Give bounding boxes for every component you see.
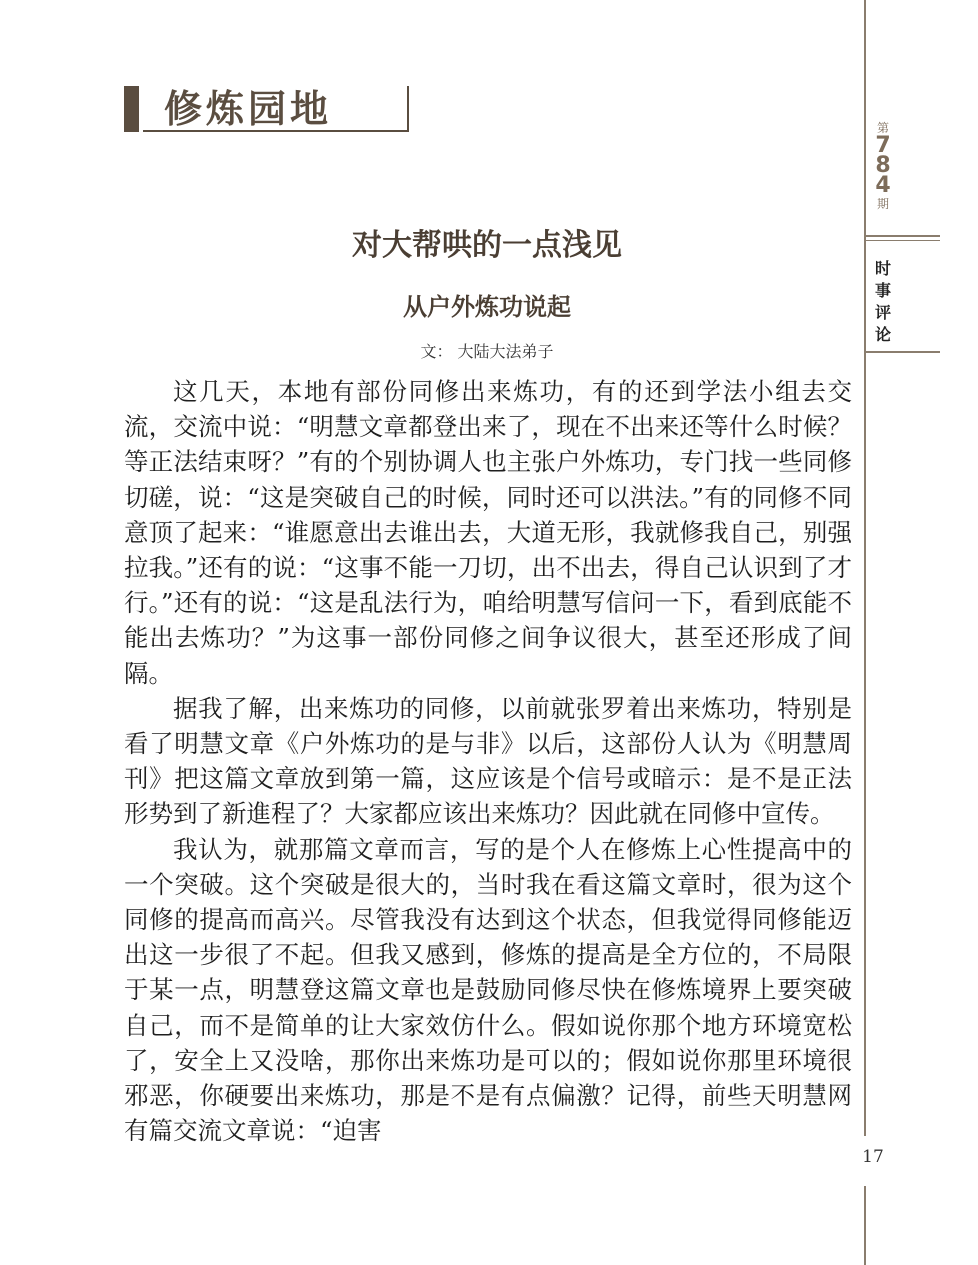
column-header — [124, 86, 408, 132]
column-header-bar — [124, 86, 139, 132]
section-char: 事 — [874, 281, 891, 300]
sidebar-divider — [866, 240, 940, 241]
paragraph: 这几天，本地有部份同修出来炼功，有的还到学法小组去交流，交流中说：“明慧文章都登出来了，现在不出来还等什么时候？等正法结束呀？”有的个别协调人也主张户外炼功，专门找一些同修切磋，说：“这是突破自己的时候，同时还可以洪法。”有的同修不同意顶了起来：“谁愿意出去谁出去，大道无形，我就修我自己，别强拉我。”还有的说：“这事不能一刀切，出不出去，得自己认识到了才行。”还有的说：“这是乱法行为，咱给明慧写信问一下，看到底能不能出去炼功？”为这事一部份同修之间争议很大，甚至还形成了间隔。 — [124, 377, 852, 688]
paragraph: 据我了解，出来炼功的同修，以前就张罗着出来炼功，特别是看了明慧文章《户外炼功的是与非》以后，这部份人认为《明慧周刊》把这篇文章放到第一篇，这应该是个信号或暗示：是不是正法形势到了新進程了？大家都应该出来炼功？因此就在同修中宣传。 — [124, 693, 852, 829]
issue-digit: 8 — [875, 153, 891, 178]
section-char: 时 — [874, 259, 891, 278]
issue-suffix: 期 — [876, 197, 889, 211]
section-tag — [866, 258, 900, 346]
paragraph: 我认为，就那篇文章而言，写的是个人在修炼上心性提高中的一个突破。这个突破是很大的，当时我在看这篇文章时，很为这个同修的提高而高兴。尽管我没有达到这个状态，但我觉得同修能迈出这一步很了不起。但我又感到，修炼的提高是全方位的，不局限于某一点，明慧登这篇文章也是鼓励同修尽快在修炼境界上要突破自己，而不是简单的让大家效仿什么。假如说你那个地方环境宽松了，安全上又没啥，那你出来炼功是可以的；假如说你那里环境很邪恶，你硬要出来炼功，那是不是有点偏激？记得，前些天明慧网有篇交流文章说：“迫害 — [124, 834, 852, 1146]
issue-digit: 4 — [875, 173, 891, 198]
article-subtitle: 从户外炼功说起 — [403, 293, 571, 321]
article-title: 对大帮哄的一点浅见 — [352, 228, 622, 263]
page-number: 17 — [862, 1147, 884, 1167]
article-body — [124, 374, 852, 1148]
issue-prefix: 第 — [876, 121, 889, 135]
sidebar-divider — [866, 235, 940, 237]
article-byline: 文： 大陆大法弟子 — [420, 342, 554, 361]
section-char: 评 — [874, 303, 891, 322]
section-char: 论 — [874, 325, 891, 344]
column-name: 修炼园地 — [164, 87, 333, 131]
issue-number — [866, 120, 900, 212]
sidebar-divider — [866, 351, 940, 353]
issue-digit: 7 — [875, 133, 891, 158]
